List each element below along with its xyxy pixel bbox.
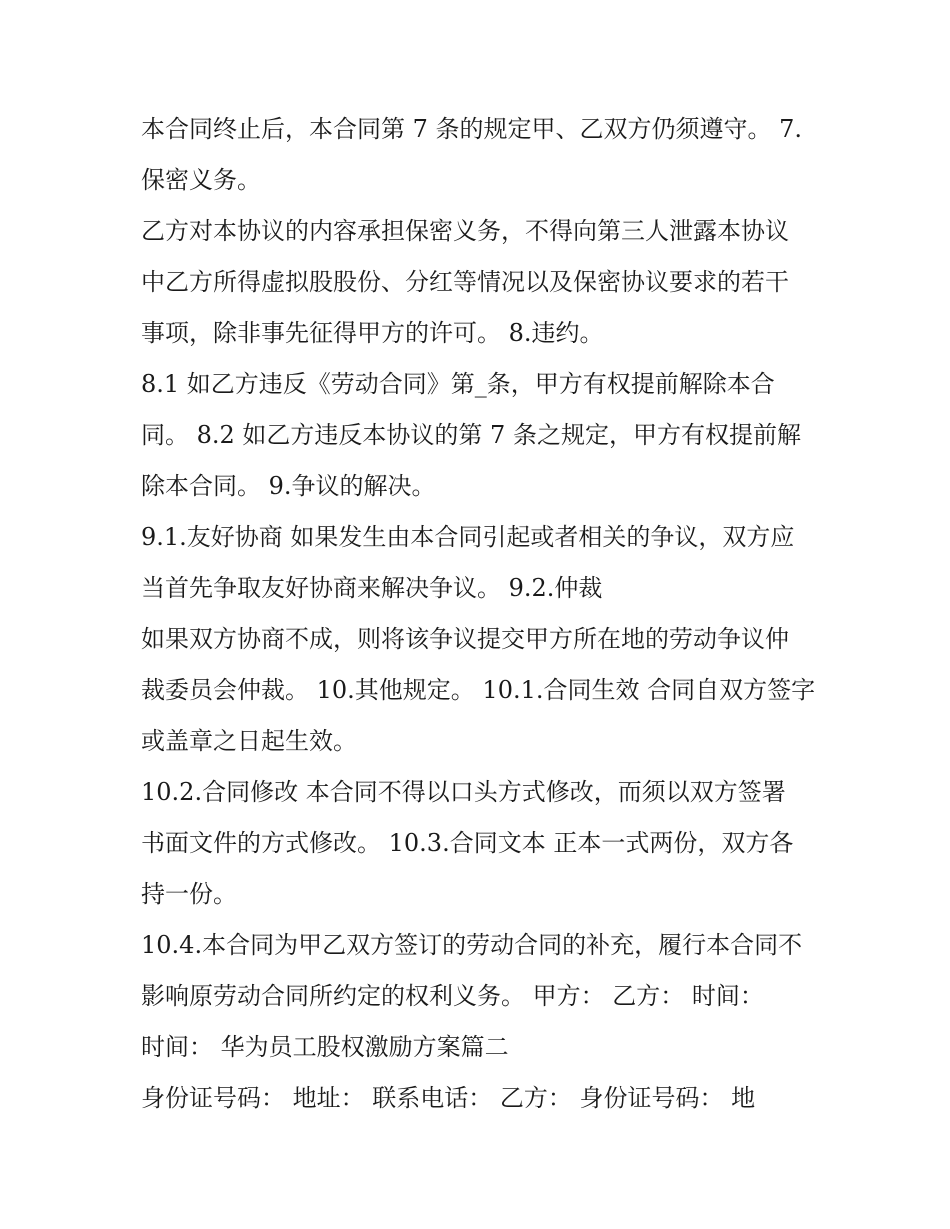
document-body [141,104,841,1124]
document-line: 乙方对本协议的内容承担保密义务，不得向第三人泄露本协议 [141,217,789,245]
document-line: 保密义务。 [141,166,261,194]
document-line: 事项，除非事先征得甲方的许可。 8.违约。 [141,319,604,347]
document-line: 或盖章之日起生效。 [141,727,357,755]
document-line: 如果双方协商不成，则将该争议提交甲方所在地的劳动争议仲 [141,625,789,653]
document-line: 中乙方所得虚拟股股份、分红等情况以及保密协议要求的若干 [141,268,789,296]
document-line: 9.1.友好协商 如果发生由本合同引起或者相关的争议，双方应 [141,523,795,551]
document-line: 当首先争取友好协商来解决争议。 9.2.仲裁 [141,574,603,602]
document-line: 时间： 华为员工股权激励方案篇二 [141,1033,509,1061]
document-line: 持一份。 [141,880,237,908]
document-line: 8.1 如乙方违反《劳动合同》第_条，甲方有权提前解除本合 [141,370,775,398]
document-line: 裁委员会仲裁。 10.其他规定。 10.1.合同生效 合同自双方签字 [141,676,816,704]
document-line: 本合同终止后，本合同第 7 条的规定甲、乙双方仍须遵守。 7. [141,115,803,143]
document-line: 10.4.本合同为甲乙双方签订的劳动合同的补充，履行本合同不 [141,931,803,959]
document-line: 除本合同。 9.争议的解决。 [141,472,436,500]
document-line: 书面文件的方式修改。 10.3.合同文本 正本一式两份，双方各 [141,829,794,857]
document-line: 影响原劳动合同所约定的权利义务。 甲方： 乙方： 时间： [141,982,764,1010]
document-line: 10.2.合同修改 本合同不得以口头方式修改，而须以双方签署 [141,778,786,806]
document-line: 身份证号码： 地址： 联系电话： 乙方： 身份证号码： 地 [141,1084,756,1112]
document-line: 同。 8.2 如乙方违反本协议的第 7 条之规定，甲方有权提前解 [141,421,801,449]
